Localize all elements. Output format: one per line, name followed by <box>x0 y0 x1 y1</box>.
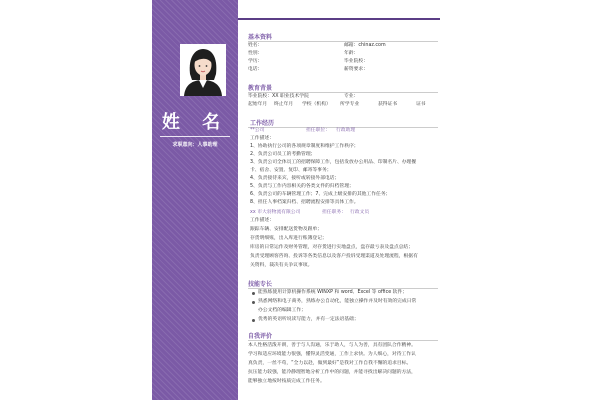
education-school: 毕业院校：XX 职业技术学院 <box>248 94 309 99</box>
bullet-icon <box>252 292 255 295</box>
education-level-label: 学历： <box>248 59 263 64</box>
work-desc-1-line: 1、协助执行公司的各项规章制度和维护工作秩序； <box>250 144 359 149</box>
work-desc-1-line: 4、负责接待来宾，接听或转接外部电话； <box>250 176 340 181</box>
education-header-cert2: 证书 <box>416 102 426 107</box>
skill-item: 优秀的英语听说读写能力，并有一定法语基础； <box>258 317 359 322</box>
section-title-self-eval: 自我评价 <box>248 333 273 340</box>
work-desc-label-2: 工作描述： <box>250 218 274 223</box>
candidate-name: 姓 名 <box>161 112 229 133</box>
sidebar <box>152 0 238 400</box>
work-position-label-1: 担任职位： <box>306 128 330 133</box>
education-header-start: 起始年月 <box>248 102 268 107</box>
work-company-2: xx 市大羽物流有限公司 <box>250 210 301 215</box>
education-header-school: 学校（机构） <box>302 102 331 107</box>
work-desc-1-line: 卡、宿舍、安置、复印、邮寄等事务； <box>250 168 332 173</box>
email-label: 邮箱：chinaz.com <box>344 43 386 48</box>
section-title-basic: 基本资料 <box>248 34 273 41</box>
work-desc-2-line: 跟踪车辆、安排配送货物及跟单； <box>250 227 322 232</box>
self-eval-line: 真负责，一丝不苟，“全力以赴，做到最好”是我对工作自我不懈的追求目标。 <box>248 361 412 366</box>
work-position-label-2: 担任职务： <box>322 210 346 215</box>
education-major-label: 专业： <box>344 94 359 99</box>
work-desc-1-line: 2、负责公司员工的考勤管理； <box>250 152 316 157</box>
gender-label: 性别： <box>248 51 263 56</box>
work-desc-2-line: 关资料，裁决有关争议事项。 <box>250 263 313 268</box>
skill-item: 能熟练使用计算机操作系统 WINXP 和 word、Excel 等 office 软件； <box>258 290 408 295</box>
work-company-1: **公司 <box>250 128 265 133</box>
name-label: 姓名： <box>248 43 263 48</box>
education-header-end: 终止年月 <box>274 102 294 107</box>
work-desc-1-line: 8、担任人事档案归档、招聘流程安排等具体工作。 <box>250 200 359 205</box>
section-title-skills: 技能专长 <box>248 281 273 288</box>
section-rule-self-eval <box>248 340 438 341</box>
job-intent: 求职意向：人事助理 <box>172 142 218 148</box>
work-desc-1-line: 3、负责公司全体员工的招聘保障工作，包括发放办公用品、印制名片、办理餐 <box>250 160 417 165</box>
section-rule-basic <box>248 41 438 42</box>
work-position-value-1: 行政助理 <box>336 128 356 133</box>
avatar <box>180 44 226 96</box>
self-eval-line: 学习和适应环境能力很强，懂得灵活变通，工作上求快。为人细心，对待工作认 <box>248 352 416 357</box>
avatar-illustration <box>180 44 226 96</box>
section-title-education: 教育背景 <box>248 85 273 92</box>
bullet-icon <box>252 319 255 322</box>
section-rule-education <box>248 92 438 93</box>
work-desc-1-line: 5、负责与工作内容相关的各类文件的归档管理； <box>250 184 354 189</box>
skill-item: 熟悉网络和电子商务，熟练办公自动化，能独立操作并及时有效的完成日常 <box>258 299 417 304</box>
work-desc-2-line: 负责受理顾客咨询、投诉等各类信息以及客户投诉受理渠道及处理流程，根据有 <box>250 254 418 259</box>
age-label: 年龄： <box>344 51 359 56</box>
education-header-cert: 获得证书 <box>378 102 398 107</box>
section-title-work: 工作经历 <box>250 120 275 127</box>
school-label: 毕业院校： <box>344 59 368 64</box>
name-divider <box>160 136 230 137</box>
salary-label: 薪资要求： <box>344 67 368 72</box>
work-position-value-2: 行政文员 <box>350 210 370 215</box>
work-desc-label-1: 工作描述： <box>250 136 274 141</box>
header-rule <box>238 18 440 20</box>
self-eval-line: 本人性格活泼开朗，善于与人沟通，乐于助人，与人为善，具有团队合作精神。 <box>248 343 416 348</box>
self-eval-line: 抗压能力较强，能冷静理智地分析工作中的问题，并能寻找出解决问题的方法， <box>248 370 416 375</box>
work-desc-1-line: 6、负责公司的车辆管理工作；7、完成上级安排的其他工作任务； <box>250 192 391 197</box>
education-header-major: 所学专业 <box>340 102 360 107</box>
work-desc-2-line: 存货明细账，出入库进行账簿登记； <box>250 236 327 241</box>
phone-label: 电话： <box>248 67 263 72</box>
bullet-icon <box>252 301 255 304</box>
section-rule-skills <box>248 288 438 289</box>
skill-item: 办公文档的编辑工作； <box>258 308 306 313</box>
self-eval-line: 能够独立地按时按质完成工作任务。 <box>248 379 325 384</box>
work-desc-2-line: 库房的日常运作及财务管理，对存货进行实地盘点，盘存最亏表及盘点总结； <box>250 245 414 250</box>
